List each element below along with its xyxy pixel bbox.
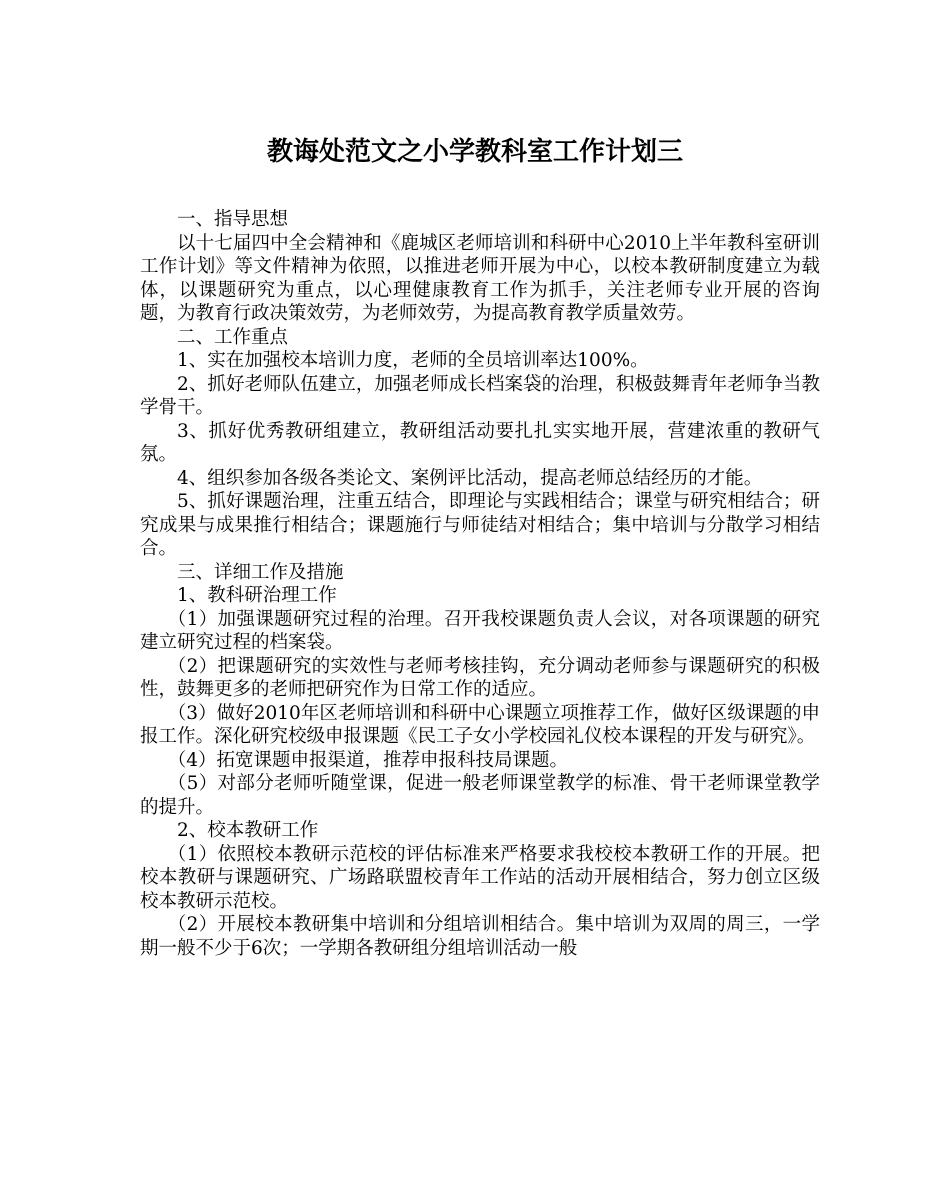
section-heading-work-focus: 二、工作重点 bbox=[177, 326, 289, 348]
research-item-2: （2）把课题研究的实效性与老师考核挂钩，充分调动老师参与课题研究的积极性，鼓舞更多的老师把研究作为日常工作的适应。 bbox=[140, 655, 820, 700]
section-heading-work-measures: 三、详细工作及措施 bbox=[177, 561, 344, 583]
subsection-heading-research-management: 1、教科研治理工作 bbox=[177, 585, 337, 606]
research-item-3: （3）做好2010年区老师培训和科研中心课题立项推荐工作，做好区级课题的申报工作。深化研究校级申报课题《民工子女小学校园礼仪校本课程的开发与研究》。 bbox=[140, 702, 820, 747]
subsection-heading-school-research: 2、校本教研工作 bbox=[177, 820, 319, 841]
research-item-5: （5）对部分老师听随堂课，促进一般老师课堂教学的标准、骨干老师课堂教学的提升。 bbox=[140, 773, 820, 818]
focus-item-4: 4、组织参加各级各类论文、案例评比活动，提高老师总结经历的才能。 bbox=[177, 467, 763, 489]
research-item-4: （4）拓宽课题申报渠道，推荐申报科技局课题。 bbox=[167, 749, 569, 771]
section-heading-guiding-thought: 一、指导思想 bbox=[177, 209, 289, 230]
document-title: 教诲处范文之小学教科室工作计划三 bbox=[266, 137, 683, 167]
focus-item-2: 2、抓好老师队伍建立，加强老师成长档案袋的治理，积极鼓舞青年老师争当教学骨干。 bbox=[140, 373, 820, 418]
document-body bbox=[140, 208, 820, 960]
focus-item-3: 3、抓好优秀教研组建立，教研组活动要扎扎实实地开展，营建浓重的教研气氛。 bbox=[140, 420, 820, 465]
school-research-item-2: （2）开展校本教研集中培训和分组培训相结合。集中培训为双周的周三，一学期一般不少于6次；一学期各教研组分组培训活动一般 bbox=[140, 914, 820, 959]
school-research-item-1: （1）依照校本教研示范校的评估标准来严格要求我校校本教研工作的开展。把校本教研与课题研究、广场路联盟校青年工作站的活动开展相结合，努力创立区级校本教研示范校。 bbox=[140, 843, 820, 912]
focus-item-1: 1、实在加强校本培训力度，老师的全员培训率达100%。 bbox=[177, 350, 649, 371]
focus-item-5: 5、抓好课题治理，注重五结合，即理论与实践相结合；课堂与研究相结合；研究成果与成果推行相结合；课题施行与师徒结对相结合；集中培训与分散学习相结合。 bbox=[140, 491, 820, 559]
research-item-1: （1）加强课题研究过程的治理。召开我校课题负责人会议，对各项课题的研究建立研究过程的档案袋。 bbox=[140, 608, 820, 653]
paragraph-guiding-thought: 以十七届四中全会精神和《鹿城区老师培训和科研中心2010上半年教科室研训工作计划》等文件精神为依照，以推进老师开展为中心，以校本教研制度建立为载体，以课题研究为重点，以心理健康教育工作为抓手，关注老师专业开展的咨询题，为教育行政决策效劳，为老师效劳，为提高教育教学质量效劳。 bbox=[140, 232, 820, 324]
